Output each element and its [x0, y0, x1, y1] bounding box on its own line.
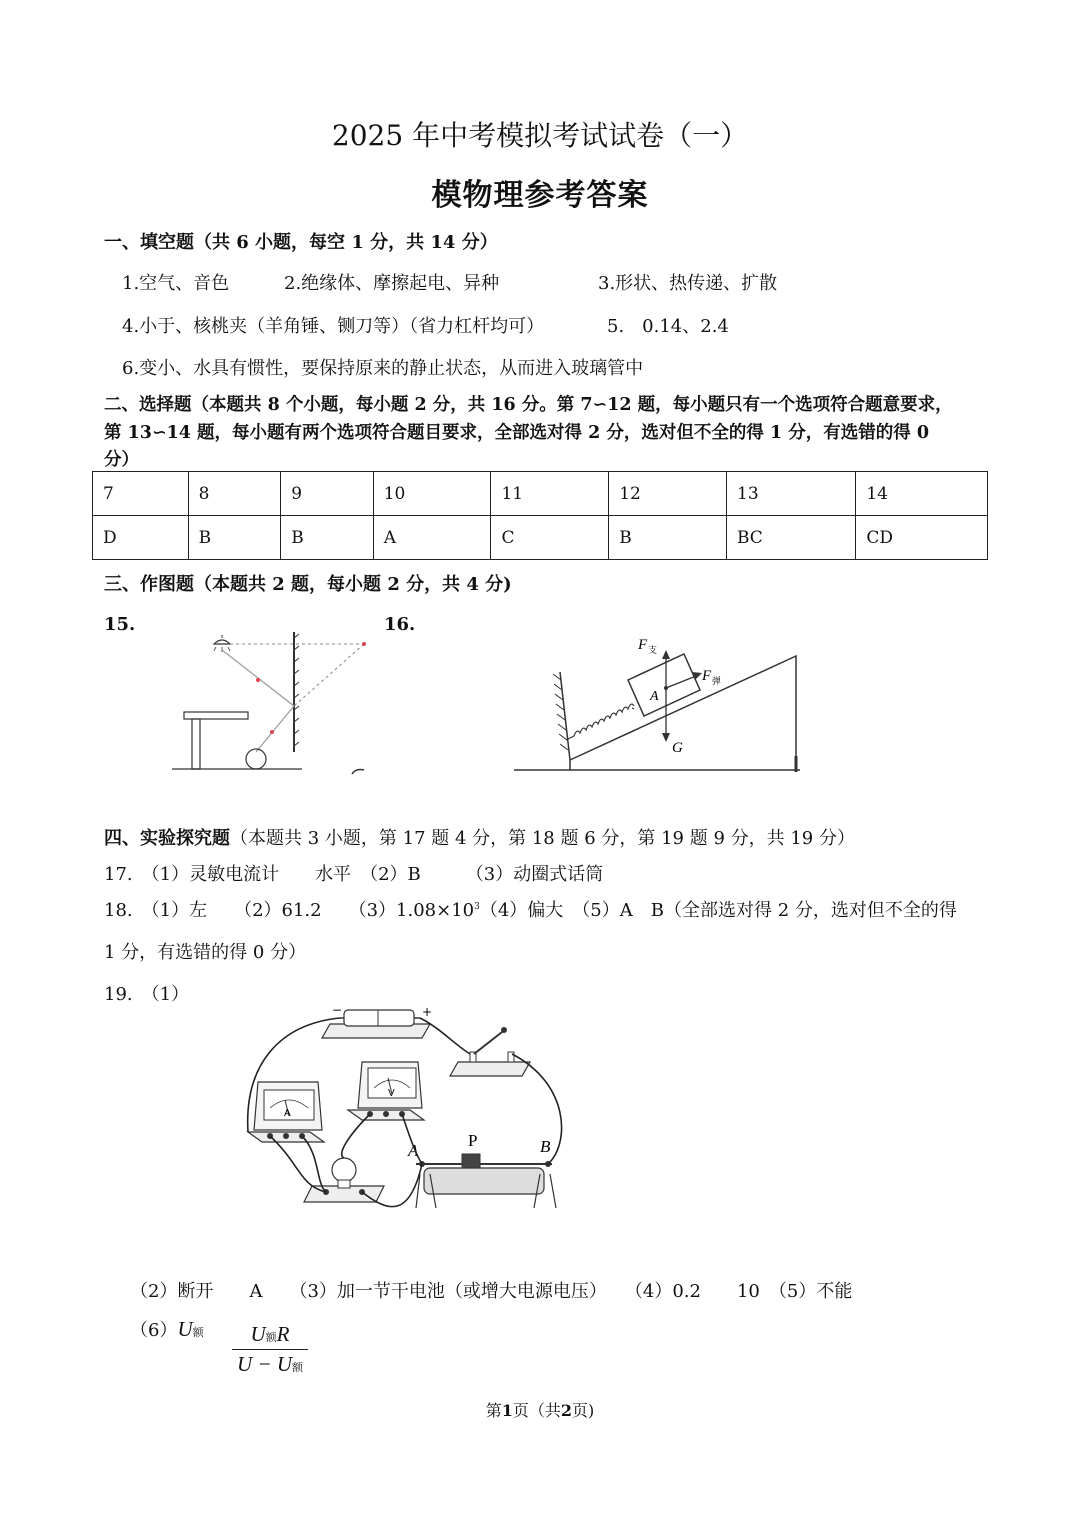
voltmeter-icon: [348, 1062, 424, 1120]
q19-part6-u-sub: 额: [192, 1326, 204, 1339]
footer-total-pages: 2: [560, 1401, 573, 1420]
ammeter-label: A: [284, 1108, 291, 1119]
q16-label: 16.: [384, 614, 416, 635]
footer-prefix: 第: [485, 1401, 502, 1420]
rheostat-terminal-a: A: [408, 1141, 419, 1160]
force-support-label: F: [638, 637, 648, 653]
answer-key-title: 模物理参考答案: [431, 178, 649, 213]
section2-heading-line2: 第 13∽14 题，每小题有两个选项符合题目要求，全部选对得 2 分，选对但不全的得 1 分，有选错的得 0: [104, 423, 930, 443]
formula-numerator: [232, 1322, 308, 1350]
answer-q3: 3.形状、热传递、扩散: [598, 273, 778, 294]
table-cell: C: [491, 516, 609, 560]
table-cell: 7: [93, 472, 189, 516]
table-cell: 14: [856, 472, 988, 516]
formula-num-r: R: [276, 1322, 290, 1346]
section4-heading-rest: （本题共 3 小题，第 17 题 4 分，第 18 题 6 分，第 19 题 9 分，共 19 分）: [230, 828, 855, 849]
answer-q18-line2: 1 分，有选错的得 0 分）: [104, 942, 307, 963]
q19-part6-u: U: [177, 1317, 193, 1341]
q15-light-reflection-diagram: [168, 628, 378, 778]
q19-circuit-diagram: [240, 1004, 580, 1232]
section2-heading-line3: 分）: [104, 450, 139, 470]
table-cell: A: [373, 516, 491, 560]
table-cell: 8: [188, 472, 281, 516]
q15-label: 15.: [104, 614, 136, 635]
formula-num-u: U: [250, 1322, 266, 1346]
choice-answer-table: [92, 471, 988, 560]
switch-icon: [450, 1027, 530, 1076]
table-cell: B: [609, 516, 727, 560]
section3-heading: 三、作图题（本题共 2 题，每小题 2 分，共 4 分): [104, 574, 512, 595]
battery-minus: −: [332, 1003, 343, 1017]
table-row-question-numbers: [93, 472, 988, 516]
q18-exponent: 3: [474, 902, 480, 912]
answer-q18-line1: [104, 896, 957, 922]
answer-q5: 5. 0.14、2.4: [607, 316, 729, 337]
block-label: A: [650, 689, 659, 704]
table-cell: 12: [609, 472, 727, 516]
footer-suffix: 页): [572, 1401, 595, 1420]
answer-q2: 2.绝缘体、摩擦起电、异种: [284, 273, 500, 294]
gravity-label: G: [672, 740, 683, 756]
answer-q1: 1.空气、音色: [122, 273, 230, 294]
footer-mid: 页（共: [512, 1401, 561, 1420]
rheostat-terminal-b: B: [540, 1137, 551, 1156]
lamp-icon: [214, 635, 230, 652]
q19-formula: [232, 1322, 308, 1377]
section4-heading: [104, 824, 855, 850]
formula-den-main: U − U: [236, 1352, 292, 1376]
table-cell: 9: [281, 472, 374, 516]
table-cell: CD: [856, 516, 988, 560]
answer-q6: 6.变小、水具有惯性，要保持原来的静止状态，从而进入玻璃管中: [122, 358, 644, 379]
section1-heading: 一、填空题（共 6 小题，每空 1 分，共 14 分）: [104, 232, 498, 253]
formula-num-sub: 额: [265, 1332, 277, 1344]
q18-part-b: （4）偏大 （5）A B（全部选对得 2 分，选对但不全的得: [479, 900, 957, 921]
q16-incline-force-diagram: [510, 632, 810, 777]
section4-heading-bold: 四、实验探究题: [104, 828, 230, 849]
exam-title: 2025 年中考模拟考试试卷（一）: [331, 119, 749, 152]
rheostat-icon: [416, 1154, 556, 1208]
page-footer: [0, 1398, 1080, 1421]
q19-part6-label: [130, 1316, 204, 1342]
battery-plus: +: [422, 1005, 433, 1019]
table-cell: B: [188, 516, 281, 560]
table-row-answers: [93, 516, 988, 560]
table-cell: BC: [727, 516, 856, 560]
table-cell: D: [93, 516, 189, 560]
q18-part-a: 18. （1）左 （2）61.2 （3）1.08×10: [104, 900, 475, 921]
answer-q19-label: 19. （1）: [104, 984, 190, 1005]
rheostat-slider-p: P: [468, 1131, 478, 1150]
force-spring-sub: 弹: [712, 677, 722, 687]
section2-heading-line1: 二、选择题（本题共 8 个小题，每小题 2 分，共 16 分。第 7∽12 题，每小题只有一个选项符合题意要求，: [104, 395, 953, 415]
answer-q4: 4.小于、核桃夹（羊角锤、铡刀等）（省力杠杆均可）: [122, 316, 545, 337]
table-cell: 11: [491, 472, 609, 516]
q19-part6-number: （6）: [130, 1320, 178, 1341]
formula-denominator: [232, 1350, 308, 1377]
force-spring-label: F: [702, 668, 712, 684]
formula-den-sub: 额: [292, 1362, 303, 1374]
table-cell: 13: [727, 472, 856, 516]
voltmeter-label: V: [388, 1088, 395, 1099]
answer-q17: 17. （1）灵敏电流计 水平 （2）B （3）动圈式话筒: [104, 864, 604, 885]
table-cell: B: [281, 516, 374, 560]
table-cell: 10: [373, 472, 491, 516]
answer-q19-line2: （2）断开 A （3）加一节干电池（或增大电源电压） （4）0.2 10 （5）不能: [130, 1281, 853, 1302]
force-support-sub: 支: [648, 646, 658, 656]
footer-page-number: 1: [501, 1401, 513, 1420]
